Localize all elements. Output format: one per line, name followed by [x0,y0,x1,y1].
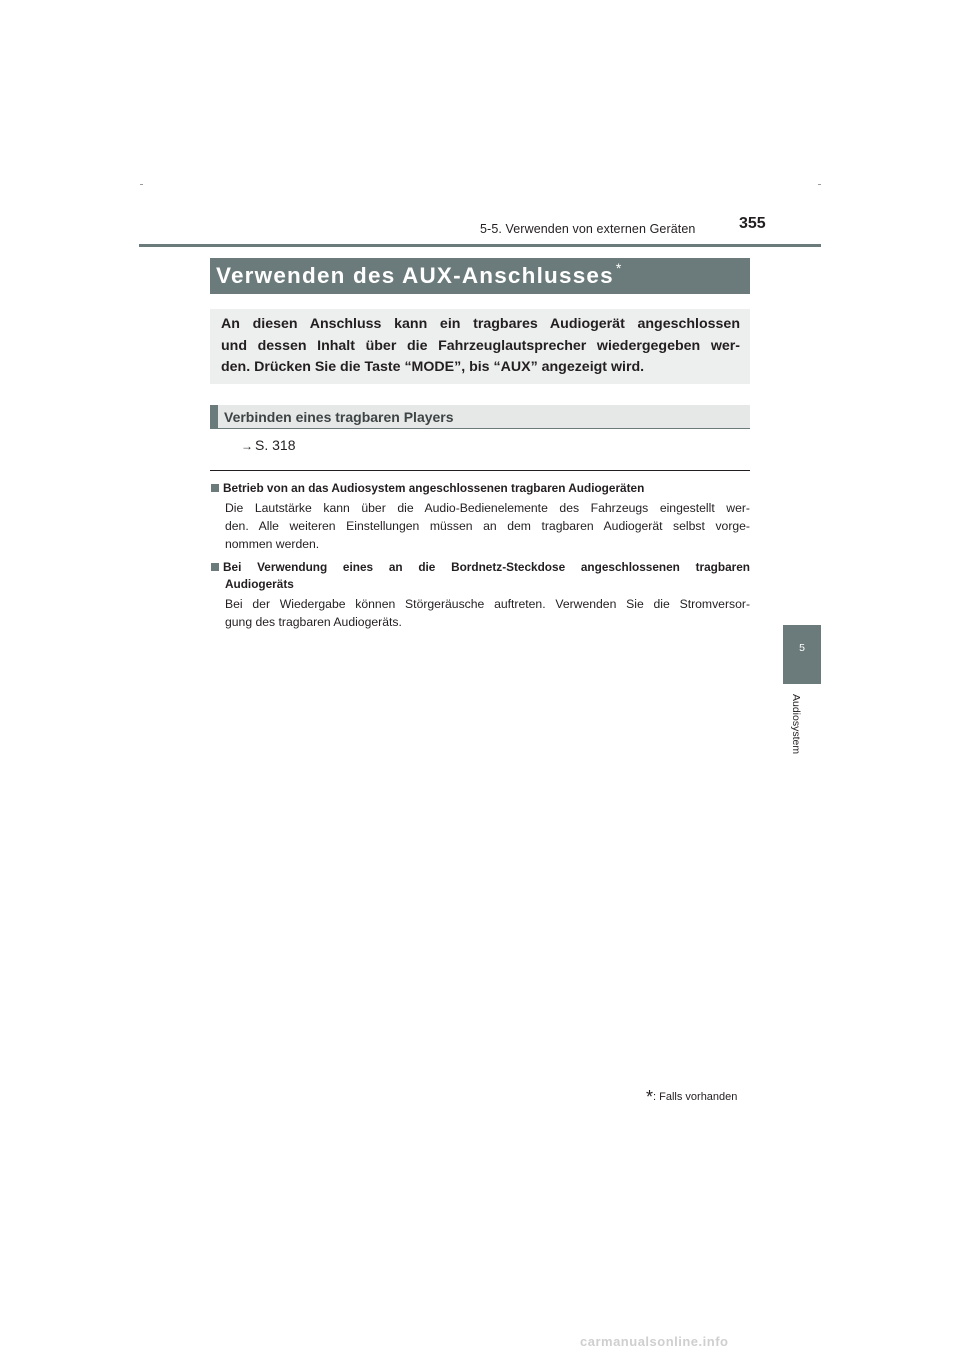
square-bullet-icon [211,563,219,571]
page-number: 355 [739,215,766,232]
footnote-text: : Falls vorhanden [653,1091,738,1103]
note-body-line: den. Alle weiteren Einstellungen müssen an dem tragbaren Audiogerät selbst vorge- [225,519,750,533]
intro-line: und dessen Inhalt über die Fahrzeuglautsprecher wiedergegeben wer- [221,338,740,354]
note-heading-text: Bei Verwendung eines an die Bordnetz-Steckdose angeschlossenen tragbaren [223,560,750,574]
header-rule [139,244,821,247]
subsection-rule [210,428,750,429]
section-title-text: Verwenden des AUX-Anschlusses [216,263,614,288]
note-body-line: Bei der Wiedergabe können Störgeräusche auftreten. Verwenden Sie die Stromversor- [225,597,750,611]
note-heading-text: Betrieb von an das Audiosystem angeschlossenen tragbaren Audiogeräten [223,481,645,495]
page-reference-text: S. 318 [255,437,296,453]
chapter-tab-label: Audiosystem [790,694,802,755]
subsection-title: Verbinden eines tragbaren Players [224,409,454,425]
square-bullet-icon [211,484,219,492]
chapter-tab-number: 5 [799,642,805,654]
note-heading [211,560,750,574]
note-heading [211,481,644,495]
crop-mark [818,184,821,185]
intro-line: An diesen Anschluss kann ein tragbares Audiogerät angeschlossen [221,316,740,332]
note-body-line: Die Lautstärke kann über die Audio-Bedienelemente des Fahrzeugs eingestellt wer- [225,501,750,515]
intro-line: den. Drücken Sie die Taste “MODE”, bis “AUX” angezeigt wird. [221,359,645,375]
running-header-section: 5-5. Verwenden von externen Geräten [480,222,696,236]
watermark: carmanualsonline.info [580,1334,729,1349]
footnote [646,1087,737,1108]
notes-rule [210,470,750,471]
page-reference[interactable] [241,437,295,453]
note-heading-continuation: Audiogeräts [225,577,294,591]
crop-mark [140,184,143,185]
section-title [216,260,623,289]
subsection-accent [210,405,218,428]
asterisk-icon: * [646,1087,654,1107]
note-body-line: nommen werden. [225,537,320,551]
note-body-line: gung des tragbaren Audiogeräts. [225,615,402,629]
chapter-tab [783,625,821,684]
arrow-right-icon: → [241,439,253,453]
optional-equipment-asterisk: * [615,260,623,276]
